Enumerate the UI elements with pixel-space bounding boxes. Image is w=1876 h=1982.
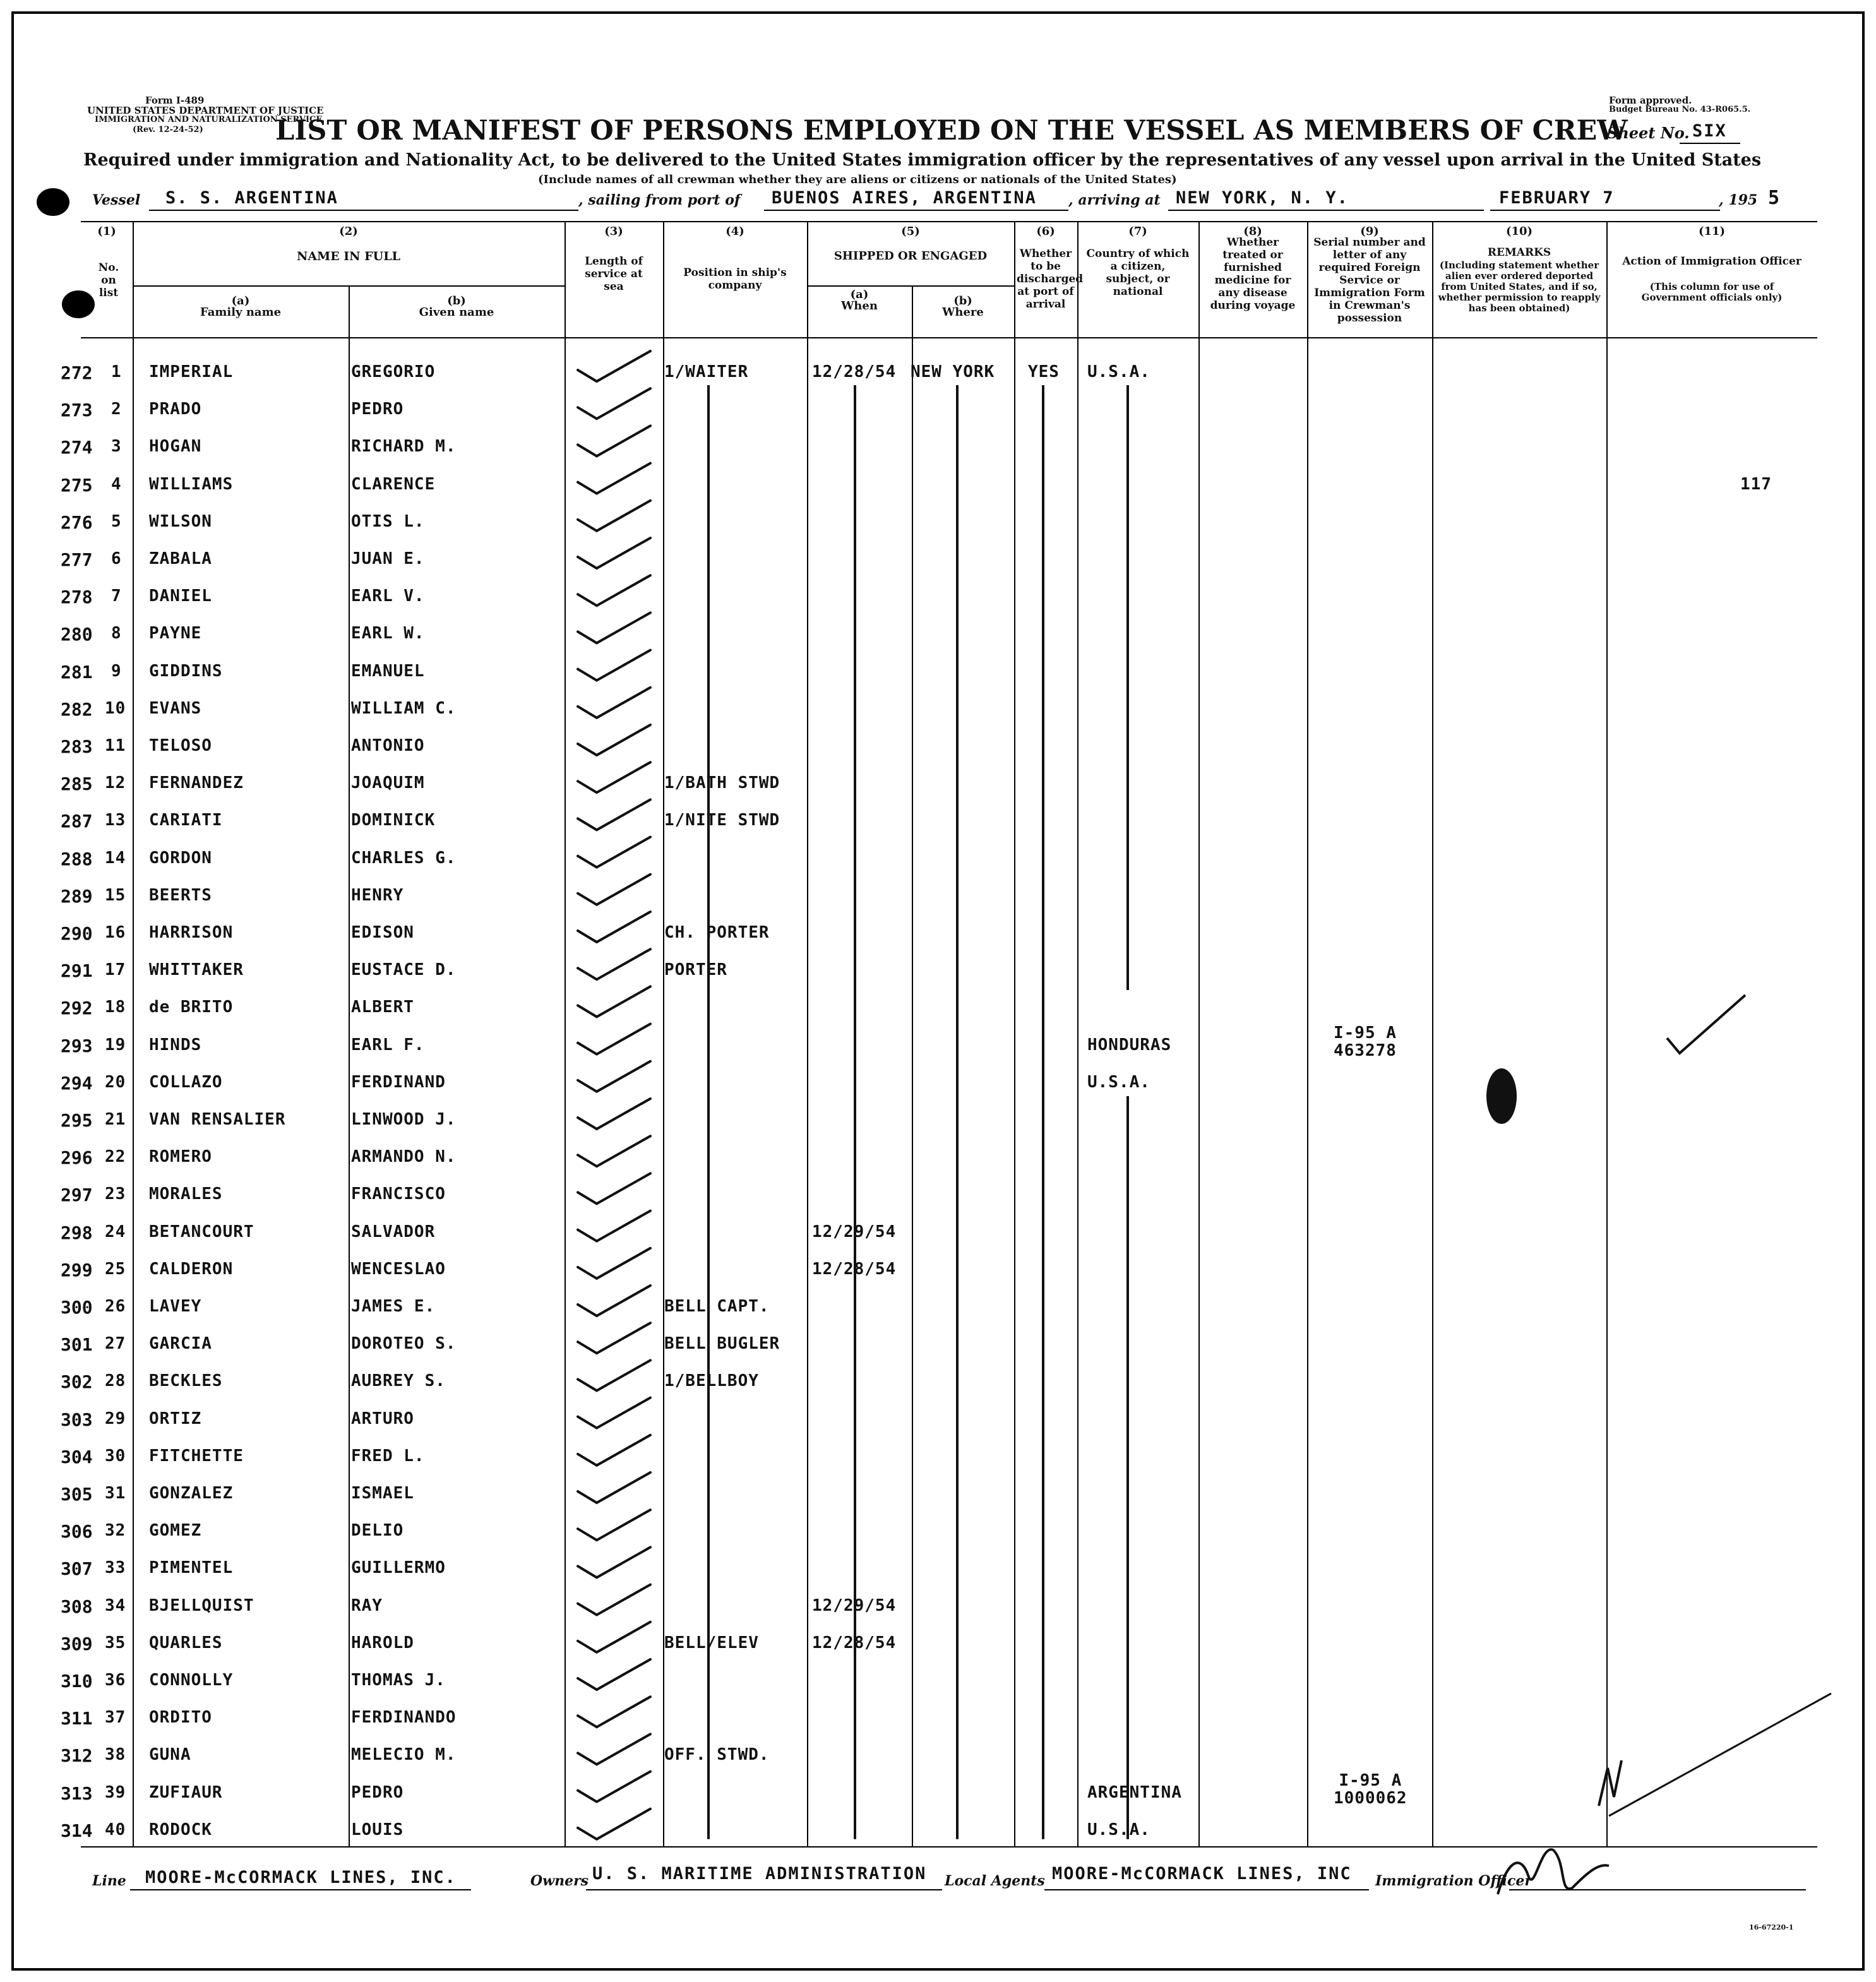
handwritten-list-number: 296: [61, 1147, 93, 1168]
cell-position: 1/WAITER: [664, 362, 749, 381]
handwritten-list-number: 305: [61, 1484, 93, 1505]
handwritten-list-number: 310: [61, 1671, 93, 1692]
cell-family: WILSON: [149, 512, 212, 531]
line-number: 39: [105, 1783, 126, 1802]
cell-given: ANTONIO: [351, 736, 425, 755]
col-divider: [912, 285, 913, 1846]
line-number: 13: [105, 811, 126, 830]
cell-action: 117: [1740, 475, 1772, 494]
cell-given: LOUIS: [351, 1820, 404, 1839]
arrival-date: FEBRUARY 7: [1499, 188, 1615, 208]
handwritten-list-number: 283: [61, 736, 93, 757]
cell-given: MELECIO M.: [351, 1745, 457, 1764]
line-underline: [130, 1889, 471, 1890]
cell-country: ARGENTINA: [1087, 1783, 1182, 1802]
col-divider: [1606, 221, 1608, 1846]
year-digit: 5: [1768, 187, 1781, 209]
cell-when: 12/29/54: [812, 1222, 897, 1241]
col11-note: (This column for use of Government officials only): [1641, 281, 1783, 303]
line-number: 36: [105, 1671, 126, 1690]
col2-number: (2): [339, 225, 358, 238]
cell-family: WILLIAMS: [149, 475, 234, 494]
required-statement: Required under immigration and Nationality Act, to be delivered to the United States immigration officer by the representatives of any vessel upon arrival in the United States: [83, 150, 1762, 170]
port-underline: [764, 210, 1068, 211]
cell-family: BEERTS: [149, 886, 212, 905]
handwritten-list-number: 298: [61, 1222, 93, 1243]
col-divider: [807, 221, 808, 1846]
cell-given: LINWOOD J.: [351, 1110, 457, 1129]
line-number: 14: [105, 849, 126, 868]
cell-country: U.S.A.: [1087, 1820, 1150, 1839]
col5-number: (5): [901, 225, 920, 238]
line-number: 11: [105, 736, 126, 755]
cell-family: ZABALA: [149, 549, 212, 568]
cell-given: EMANUEL: [351, 662, 425, 681]
cell-given: JOAQUIM: [351, 773, 425, 792]
handwritten-list-number: 304: [61, 1447, 93, 1467]
cell-when: 12/28/54: [812, 362, 897, 381]
cell-family: GARCIA: [149, 1334, 212, 1353]
agents-value: MOORE-McCORMACK LINES, INC: [1052, 1864, 1352, 1883]
agents-underline: [1044, 1889, 1369, 1890]
include-note: (Include names of all crewman whether they are aliens or citizens or nationals of the United States): [538, 173, 1177, 186]
cell-family: BJELLQUIST: [149, 1596, 254, 1615]
form-title: LIST OR MANIFEST OF PERSONS EMPLOYED ON THE VESSEL AS MEMBERS OF CREW: [275, 115, 1628, 146]
col9-number: (9): [1360, 225, 1379, 238]
cell-given: THOMAS J.: [351, 1671, 446, 1690]
form-approved: Form approved.: [1609, 95, 1692, 106]
cell-family: BETANCOURT: [149, 1222, 254, 1241]
arrival-underline: [1168, 210, 1484, 211]
cell-family: PAYNE: [149, 624, 202, 643]
cell-family: HINDS: [149, 1036, 202, 1054]
line-number: 12: [105, 773, 126, 792]
subheader-line: [807, 285, 1014, 287]
line-number: 6: [111, 549, 122, 568]
col-divider: [349, 285, 350, 1846]
punch-hole: [37, 188, 69, 216]
handwritten-list-number: 295: [61, 1110, 93, 1131]
sheet-underline: [1680, 143, 1740, 144]
cell-given: JUAN E.: [351, 549, 425, 568]
port-of-departure: BUENOS AIRES, ARGENTINA: [772, 188, 1037, 208]
cell-family: GUNA: [149, 1745, 191, 1764]
cell-family: GORDON: [149, 849, 212, 868]
cell-family: TELOSO: [149, 736, 212, 755]
cell-family: DANIEL: [149, 587, 212, 606]
handwritten-list-number: 294: [61, 1073, 93, 1094]
cell-country: U.S.A.: [1087, 362, 1150, 381]
col5a-letter: (a): [850, 288, 869, 301]
col3-header: Length of service at sea: [585, 255, 643, 293]
line-number: 5: [111, 512, 122, 531]
handwritten-list-number: 291: [61, 960, 93, 981]
handwritten-list-number: 308: [61, 1596, 93, 1617]
line-number: 26: [105, 1297, 126, 1316]
col2b-header: Given name: [419, 306, 494, 319]
cell-family: BECKLES: [149, 1371, 223, 1390]
table-top-line: [81, 221, 1817, 222]
cell-given: ALBERT: [351, 998, 414, 1017]
cell-family: WHITTAKER: [149, 960, 244, 979]
cell-given: FRED L.: [351, 1447, 425, 1466]
handwritten-list-number: 292: [61, 998, 93, 1018]
cell-country: U.S.A.: [1087, 1073, 1150, 1092]
service-name: IMMIGRATION AND NATURALIZATION SERVICE: [95, 115, 323, 124]
line-number: 25: [105, 1260, 126, 1279]
cell-given: CLARENCE: [351, 475, 436, 494]
cell-family: de BRITO: [149, 998, 234, 1017]
col-divider: [1432, 221, 1433, 1846]
handwritten-list-number: 288: [61, 849, 93, 869]
cell-family: ZUFIAUR: [149, 1783, 223, 1802]
cell-when: 12/28/54: [812, 1260, 897, 1279]
cell-family: LAVEY: [149, 1297, 202, 1316]
cell-given: PEDRO: [351, 1783, 404, 1802]
col2a-header: Family name: [200, 306, 282, 319]
cell-position: 1/BELLBOY: [664, 1371, 759, 1390]
cell-given: OTIS L.: [351, 512, 425, 531]
col5b-letter: (b): [953, 294, 972, 307]
handwritten-list-number: 309: [61, 1633, 93, 1654]
line-number: 19: [105, 1036, 126, 1054]
col1-header: No. on list: [98, 261, 119, 299]
line-number: 21: [105, 1110, 126, 1129]
cell-given: WENCESLAO: [351, 1260, 446, 1279]
line-number: 20: [105, 1073, 126, 1092]
cell-given: FRANCISCO: [351, 1185, 446, 1203]
officer-underline: [1509, 1889, 1806, 1890]
form-number: Form I-489: [145, 95, 205, 106]
cell-family: ORDITO: [149, 1708, 212, 1727]
table-header-bottom-line: [81, 337, 1817, 338]
agents-label: Local Agents: [945, 1873, 1045, 1889]
col10-header: REMARKS: [1487, 246, 1551, 259]
cell-position: 1/BATH STWD: [664, 773, 780, 792]
line-number: 37: [105, 1708, 126, 1727]
line-number: 29: [105, 1409, 126, 1428]
cell-when: 12/28/54: [812, 1633, 897, 1652]
vessel-label: Vessel: [92, 192, 141, 208]
cell-position: OFF. STWD.: [664, 1745, 770, 1764]
cell-position: CH. PORTER: [664, 923, 770, 942]
cell-family: GOMEZ: [149, 1521, 202, 1540]
cell-given: GUILLERMO: [351, 1558, 446, 1577]
handwritten-list-number: 290: [61, 923, 93, 944]
cell-given: WILLIAM C.: [351, 699, 457, 718]
cell-given: FERDINAND: [351, 1073, 446, 1092]
sailing-label: , sailing from port of: [578, 192, 741, 208]
handwritten-list-number: 313: [61, 1783, 93, 1804]
line-number: 7: [111, 587, 122, 606]
cell-given: HENRY: [351, 886, 404, 905]
line-number: 32: [105, 1521, 126, 1540]
table-bottom-line: [81, 1846, 1817, 1848]
line-label: Line: [92, 1873, 126, 1889]
cell-given: EDISON: [351, 923, 414, 942]
handwritten-list-number: 312: [61, 1745, 93, 1766]
cell-given: EUSTACE D.: [351, 960, 457, 979]
cell-family: HOGAN: [149, 437, 202, 456]
cell-where: NEW YORK: [911, 362, 995, 381]
owners-underline: [586, 1889, 942, 1890]
line-number: 35: [105, 1633, 126, 1652]
line-value: MOORE-McCORMACK LINES, INC.: [145, 1868, 457, 1887]
cell-given: ARTURO: [351, 1409, 414, 1428]
line-number: 40: [105, 1820, 126, 1839]
cell-family: ROMERO: [149, 1147, 212, 1166]
handwritten-list-number: 302: [61, 1371, 93, 1392]
line-number: 9: [111, 662, 122, 681]
cell-given: ISMAEL: [351, 1484, 414, 1503]
line-number: 16: [105, 923, 126, 942]
cell-given: CHARLES G.: [351, 849, 457, 868]
col1-number: (1): [97, 225, 116, 238]
cell-position: BELL BUGLER: [664, 1334, 780, 1353]
cell-position: 1/NITE STWD: [664, 811, 780, 830]
cell-serial: I-95 A 1000062: [1334, 1771, 1407, 1808]
cell-given: DELIO: [351, 1521, 404, 1540]
col11-header: Action of Immigration Officer: [1622, 255, 1801, 268]
cell-position: BELL CAPT.: [664, 1297, 770, 1316]
handwritten-list-number: 314: [61, 1820, 93, 1841]
handwritten-list-number: 278: [61, 587, 93, 607]
cell-given: EARL W.: [351, 624, 425, 643]
year-prefix: , 195: [1719, 192, 1758, 208]
cell-given: PEDRO: [351, 400, 404, 419]
col3-number: (3): [604, 225, 623, 238]
line-number: 31: [105, 1484, 126, 1503]
cell-family: HARRISON: [149, 923, 234, 942]
handwritten-list-number: 276: [61, 512, 93, 533]
handwritten-list-number: 274: [61, 437, 93, 458]
department-name: UNITED STATES DEPARTMENT OF JUSTICE: [87, 105, 324, 116]
sheet-number: SIX: [1692, 121, 1727, 141]
cell-family: COLLAZO: [149, 1073, 223, 1092]
handwritten-list-number: 300: [61, 1297, 93, 1318]
cell-given: HAROLD: [351, 1633, 414, 1652]
handwritten-list-number: 280: [61, 624, 93, 645]
col10-number: (10): [1505, 225, 1533, 238]
cell-given: GREGORIO: [351, 362, 436, 381]
cell-given: FERDINANDO: [351, 1708, 457, 1727]
col11-number: (11): [1698, 225, 1726, 238]
line-number: 22: [105, 1147, 126, 1166]
cell-given: DOMINICK: [351, 811, 436, 830]
handwritten-list-number: 307: [61, 1558, 93, 1579]
line-number: 3: [111, 437, 122, 456]
cell-family: QUARLES: [149, 1633, 223, 1652]
handwritten-list-number: 299: [61, 1260, 93, 1281]
col7-number: (7): [1128, 225, 1147, 238]
col4-header: Position in ship's company: [683, 266, 787, 292]
printing-code: 16-67220-1: [1749, 1923, 1794, 1931]
cell-given: ARMANDO N.: [351, 1147, 457, 1166]
line-number: 28: [105, 1371, 126, 1390]
col5-header: SHIPPED OR ENGAGED: [833, 249, 988, 263]
handwritten-list-number: 282: [61, 699, 93, 720]
col-divider: [133, 221, 134, 1846]
cell-position: PORTER: [664, 960, 727, 979]
cell-family: VAN RENSALIER: [149, 1110, 286, 1129]
cell-given: RAY: [351, 1596, 383, 1615]
sheet-label: Sheet No.: [1607, 124, 1690, 142]
cell-family: MORALES: [149, 1185, 223, 1203]
cell-family: ORTIZ: [149, 1409, 202, 1428]
handwritten-list-number: 285: [61, 773, 93, 794]
cell-family: RODOCK: [149, 1820, 212, 1839]
handwritten-list-number: 277: [61, 549, 93, 570]
line-number: 1: [111, 362, 122, 381]
line-number: 18: [105, 998, 126, 1017]
cell-given: AUBREY S.: [351, 1371, 446, 1390]
line-number: 4: [111, 475, 122, 494]
line-number: 24: [105, 1222, 126, 1241]
handwritten-list-number: 281: [61, 662, 93, 683]
owners-value: U. S. MARITIME ADMINISTRATION: [592, 1864, 927, 1883]
col-divider: [565, 221, 566, 1846]
vessel-underline: [149, 210, 578, 211]
cell-given: EARL F.: [351, 1036, 425, 1054]
cell-family: EVANS: [149, 699, 202, 718]
budget-bureau: Budget Bureau No. 43-R065.5.: [1609, 105, 1751, 114]
cell-discharged: YES: [1028, 362, 1060, 381]
col9-header: Serial number and letter of any required Foreign Service or Immigration Form in Crewman's possession: [1313, 236, 1426, 325]
col-divider: [1077, 221, 1078, 1846]
cell-family: FITCHETTE: [149, 1447, 244, 1466]
line-number: 2: [111, 400, 122, 419]
col-divider: [1198, 221, 1200, 1846]
col2a-letter: (a): [231, 294, 250, 307]
cell-family: PRADO: [149, 400, 202, 419]
cell-country: HONDURAS: [1087, 1036, 1172, 1054]
owners-label: Owners: [530, 1873, 589, 1889]
line-number: 27: [105, 1334, 126, 1353]
handwritten-list-number: 272: [61, 362, 93, 383]
handwritten-list-number: 306: [61, 1521, 93, 1542]
cell-position: BELL/ELEV: [664, 1633, 759, 1652]
line-number: 30: [105, 1447, 126, 1466]
cell-family: CONNOLLY: [149, 1671, 234, 1690]
cell-serial: I-95 A 463278: [1334, 1024, 1397, 1060]
cell-family: CARIATI: [149, 811, 223, 830]
col4-number: (4): [726, 225, 744, 238]
handwritten-list-number: 273: [61, 400, 93, 421]
col-divider: [1307, 221, 1308, 1846]
col8-number: (8): [1243, 225, 1262, 238]
line-number: 23: [105, 1185, 126, 1203]
cell-when: 12/29/54: [812, 1596, 897, 1615]
col6-header: Whether to be discharged at port of arrival: [1017, 248, 1084, 311]
handwritten-list-number: 301: [61, 1334, 93, 1355]
cell-given: JAMES E.: [351, 1297, 436, 1316]
col7-header: Country of which a citizen, subject, or national: [1086, 248, 1190, 298]
line-number: 33: [105, 1558, 126, 1577]
cell-given: SALVADOR: [351, 1222, 436, 1241]
line-number: 10: [105, 699, 126, 718]
col-divider: [663, 221, 664, 1846]
cell-given: RICHARD M.: [351, 437, 457, 456]
col-divider: [1014, 221, 1015, 1846]
cell-given: EARL V.: [351, 587, 425, 606]
officer-label: Immigration Officer: [1375, 1873, 1532, 1889]
cell-family: IMPERIAL: [149, 362, 234, 381]
cell-family: GONZALEZ: [149, 1484, 234, 1503]
line-number: 15: [105, 886, 126, 905]
port-of-arrival: NEW YORK, N. Y.: [1176, 188, 1349, 208]
col8-header: Whether treated or furnished medicine for any disease during voyage: [1210, 236, 1296, 312]
date-underline: [1490, 210, 1720, 211]
col2-header: NAME IN FULL: [297, 249, 400, 263]
handwritten-list-number: 287: [61, 811, 93, 832]
handwritten-list-number: 297: [61, 1185, 93, 1205]
cell-given: DOROTEO S.: [351, 1334, 457, 1353]
line-number: 34: [105, 1596, 126, 1615]
col2b-letter: (b): [447, 294, 466, 307]
line-number: 17: [105, 960, 126, 979]
cell-family: GIDDINS: [149, 662, 223, 681]
cell-family: CALDERON: [149, 1260, 234, 1279]
form-revision: (Rev. 12-24-52): [133, 125, 203, 134]
cell-family: FERNANDEZ: [149, 773, 244, 792]
line-number: 8: [111, 624, 122, 643]
line-number: 38: [105, 1745, 126, 1764]
col6-number: (6): [1036, 225, 1055, 238]
col10-note: (Including statement whether alien ever ordered deported from United States, and if so, whether permission to reapply has been obtained): [1438, 260, 1601, 314]
handwritten-list-number: 311: [61, 1708, 93, 1729]
vessel-name: S. S. ARGENTINA: [165, 188, 338, 208]
handwritten-list-number: 303: [61, 1409, 93, 1430]
arriving-label: , arriving at: [1068, 192, 1161, 208]
handwritten-list-number: 289: [61, 886, 93, 907]
handwritten-list-number: 293: [61, 1036, 93, 1056]
cell-family: PIMENTEL: [149, 1558, 234, 1577]
handwritten-list-number: 275: [61, 475, 93, 496]
col5b-header: Where: [942, 306, 984, 319]
punch-hole: [62, 290, 95, 318]
col5a-header: When: [841, 299, 878, 313]
